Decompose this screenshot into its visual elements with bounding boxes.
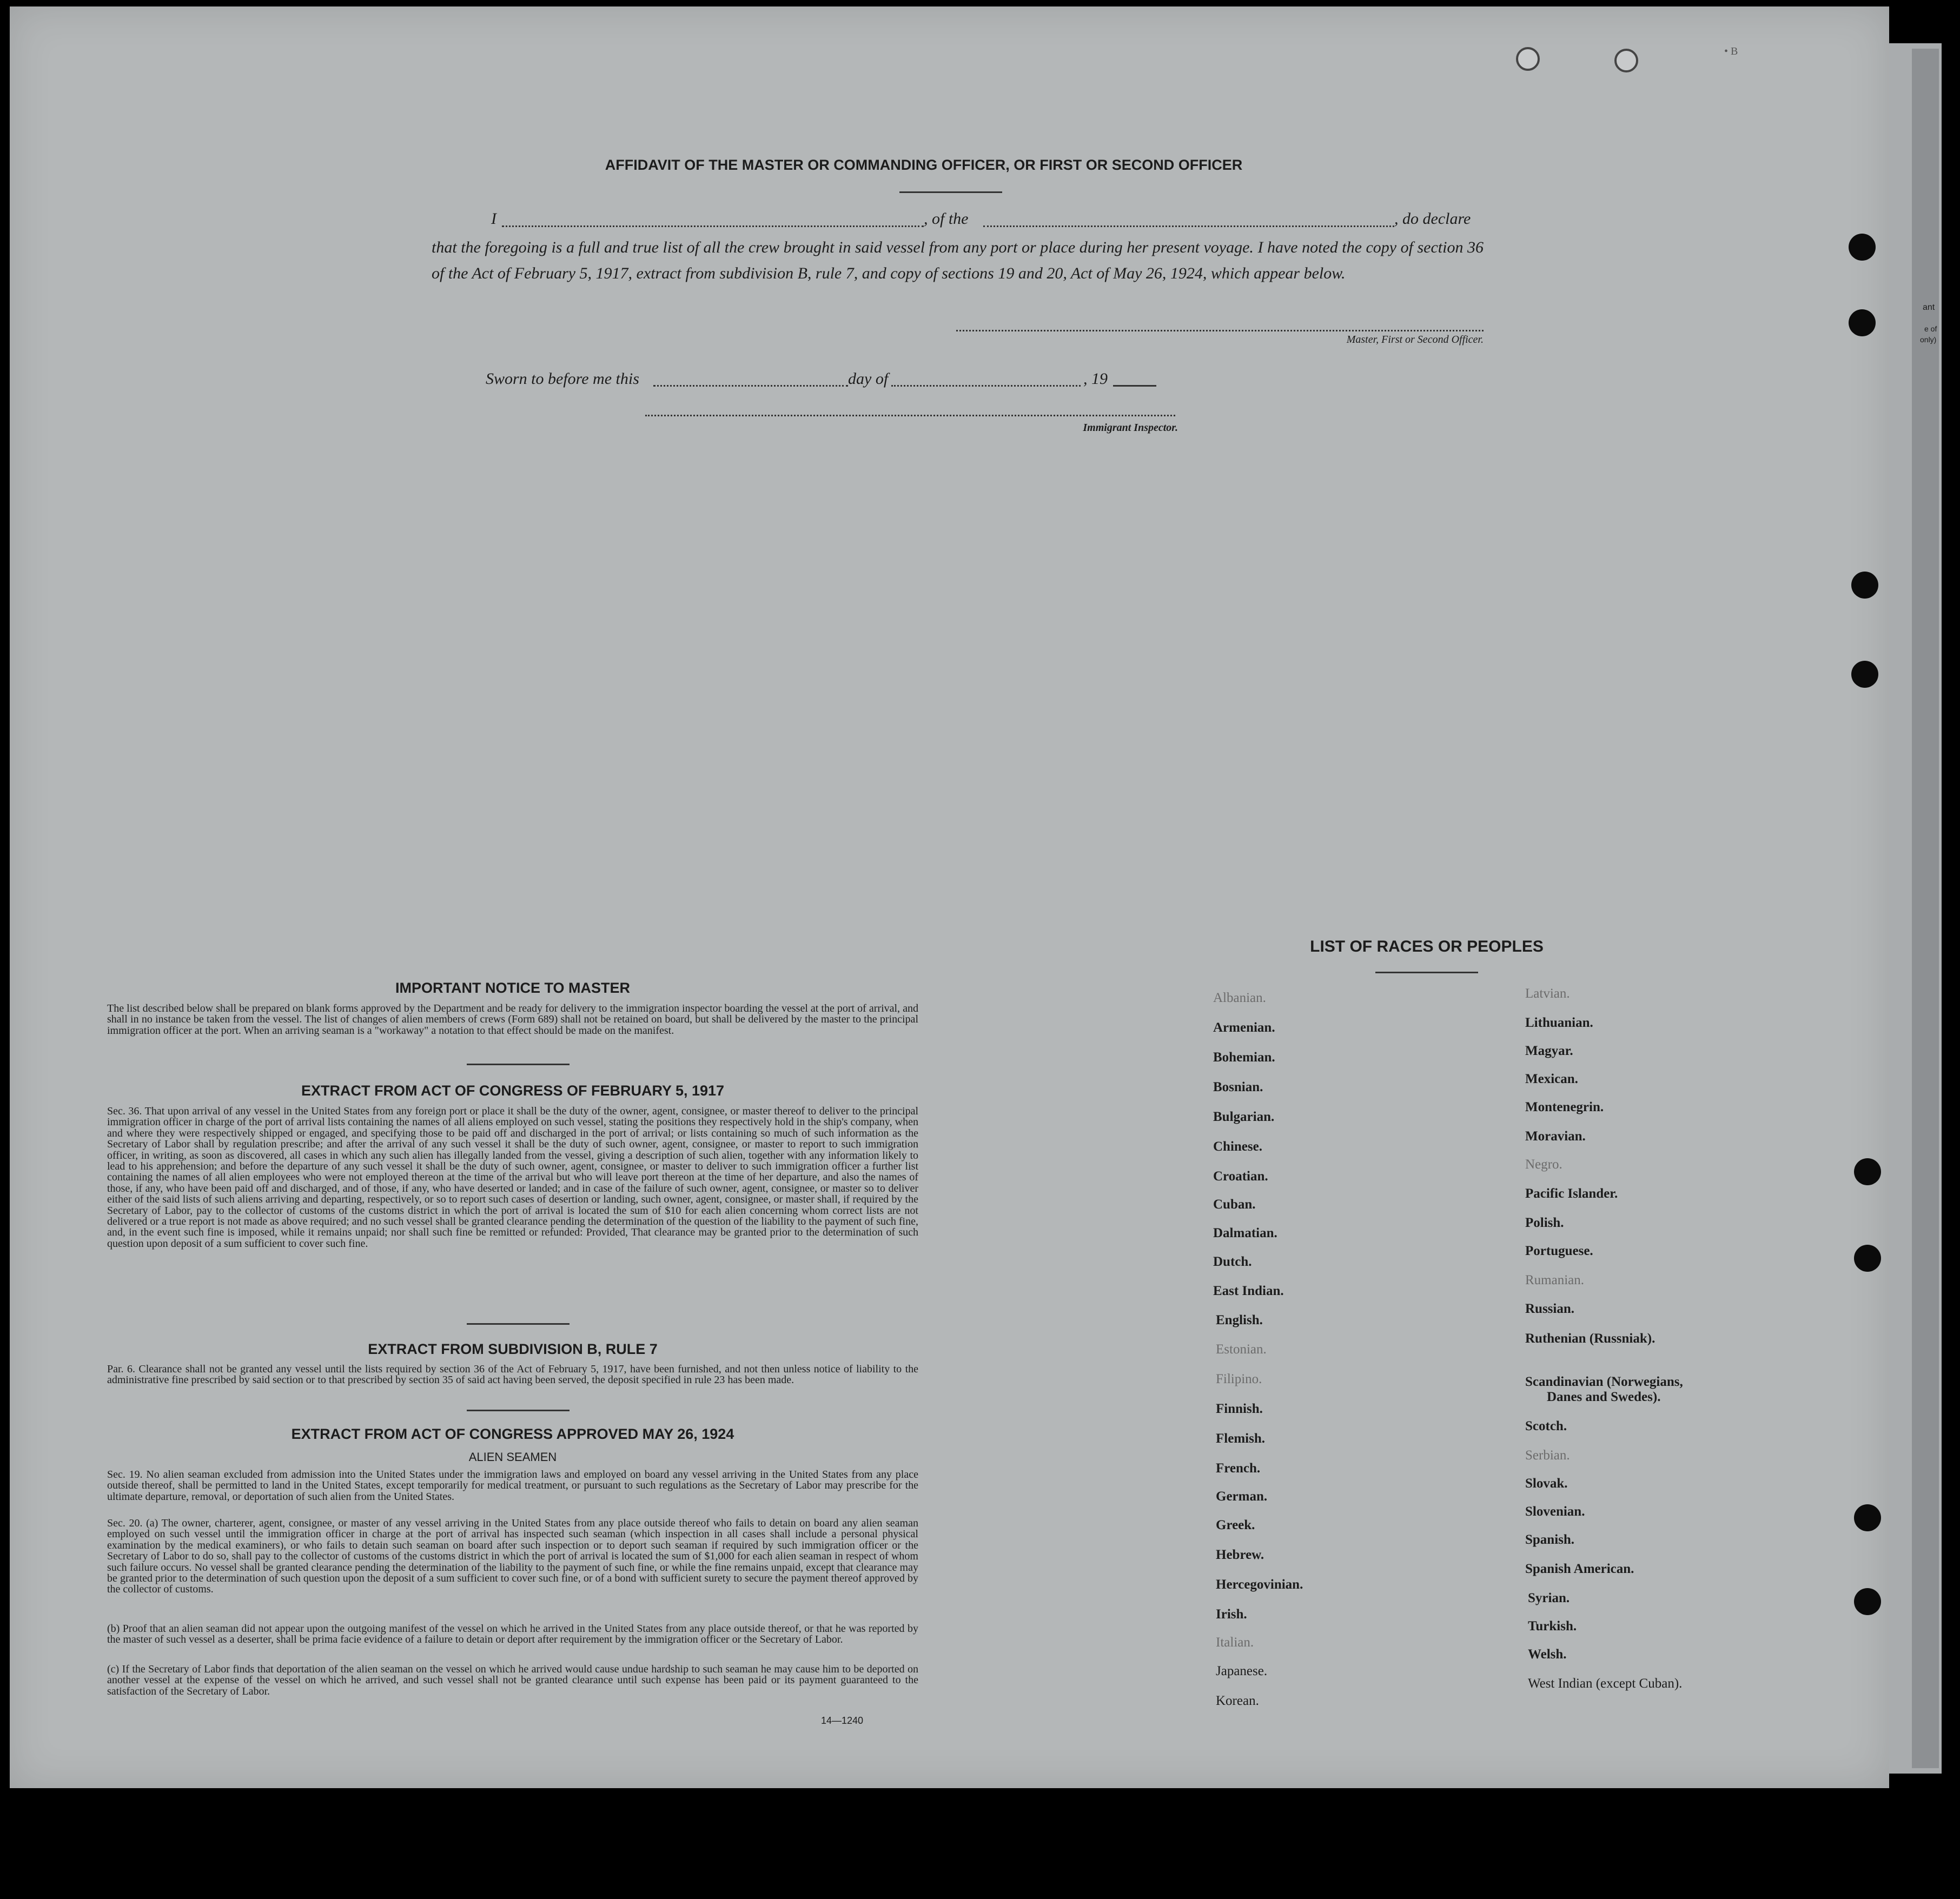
extract-1917-title: EXTRACT FROM ACT OF CONGRESS OF FEBRUARY 5, 1917: [301, 1083, 725, 1099]
sheet-fragment-only: only): [1920, 335, 1937, 344]
section-divider: [467, 1410, 570, 1411]
race-item: Ruthenian (Russniak).: [1525, 1331, 1656, 1346]
binder-hole: [1614, 49, 1638, 72]
of-the-label: , of the: [924, 210, 969, 228]
race-item: Flemish.: [1216, 1431, 1265, 1446]
extract-rule7-title: EXTRACT FROM SUBDIVISION B, RULE 7: [368, 1341, 658, 1357]
race-item: Danes and Swedes).: [1547, 1390, 1661, 1404]
race-item: Filipino.: [1216, 1372, 1262, 1386]
race-item: Magyar.: [1525, 1044, 1573, 1058]
name-field-line[interactable]: [502, 225, 924, 227]
sheet-fragment-se-of: e of: [1924, 324, 1937, 333]
title-divider: [899, 191, 1002, 193]
race-item: Korean.: [1216, 1694, 1259, 1708]
extract-1924-title: EXTRACT FROM ACT OF CONGRESS APPROVED MAY 26, 1924: [291, 1426, 734, 1442]
race-item: Mexican.: [1525, 1072, 1578, 1086]
race-item: French.: [1216, 1461, 1261, 1476]
vessel-field-line[interactable]: [983, 225, 1394, 227]
race-item: Japanese.: [1216, 1664, 1268, 1678]
race-item: East Indian.: [1213, 1284, 1284, 1298]
inspector-signature-line[interactable]: [645, 415, 1175, 416]
race-item: Slovenian.: [1525, 1504, 1585, 1519]
race-item: Slovak.: [1525, 1476, 1568, 1491]
affidavit-body: that the foregoing is a full and true list of all the crew brought in said vessel from any port or place during her present voyage. I have noted the copy of section 36 of the Act of February 5, 1917, extract from subdivision B, rule 7, and copy of sections 19 and 20, Act of May 26, 1924, which appear below.: [432, 238, 1484, 282]
signature-caption: Master, First or Second Officer.: [1346, 334, 1484, 346]
document-page: [10, 6, 1889, 1788]
day-of-label: day of: [848, 370, 889, 388]
race-item: Spanish American.: [1525, 1562, 1634, 1576]
binder-hole: [1854, 1504, 1881, 1531]
race-item: Scandinavian (Norwegians,: [1525, 1375, 1683, 1389]
race-item: Armenian.: [1213, 1020, 1275, 1035]
race-item: Welsh.: [1528, 1647, 1567, 1662]
signature-line[interactable]: [956, 330, 1484, 331]
extract-1924-subtitle: ALIEN SEAMEN: [468, 1450, 557, 1464]
race-item: Bulgarian.: [1213, 1110, 1275, 1124]
race-item: Irish.: [1216, 1607, 1247, 1622]
race-item: Serbian.: [1525, 1448, 1570, 1463]
extract-1924-sec20b: (b) Proof that an alien seaman did not appear upon the outgoing manifest of the vessel on which he arrived in the United States from any place outside thereof, or that he was reported by the master of such vessel as a deserter, shall be prima facie evidence of a failure to detain or deport after requirement by the immigration officer or the Secretary of Labor.: [107, 1623, 918, 1646]
binder-hole: [1854, 1588, 1881, 1615]
race-item: Moravian.: [1525, 1129, 1586, 1144]
binder-hole: [1851, 572, 1878, 599]
race-item: Chinese.: [1213, 1139, 1262, 1154]
race-item: Russian.: [1525, 1302, 1575, 1316]
form-number: 14—1240: [821, 1715, 864, 1726]
extract-1924-sec20c: (c) If the Secretary of Labor finds that deportation of the alien seaman on the vessel on which he arrived would cause undue hardship to such seaman he may cause him to be deported on another vessel at the expense of the vessel on which he arrived, and such vessel shall not be granted clearance until such expense has been paid or its payment guaranteed to the satisfaction of the Secretary of Labor.: [107, 1663, 918, 1697]
binder-hole: [1851, 661, 1878, 688]
section-divider: [467, 1323, 570, 1325]
do-declare-label: , do declare: [1394, 210, 1471, 228]
month-field-line[interactable]: [891, 385, 1081, 387]
notice-title: IMPORTANT NOTICE TO MASTER: [395, 980, 630, 996]
race-item: English.: [1216, 1313, 1263, 1327]
notice-body: The list described below shall be prepared on blank forms approved by the Department and be ready for delivery to the immigration inspector boarding the vessel at the port of arrival, and shall in no instance be taken from the vessel. The list of changes of alien members of crews (Form 689) shall not be retained on board, but shall be delivered by the master to the principal immigration officer at the port. When an arriving seaman is a "workaway" a notation to that effect should be made on the manifest.: [107, 1002, 918, 1037]
binder-hole: [1849, 309, 1876, 336]
race-item: Hebrew.: [1216, 1548, 1264, 1562]
race-item: Italian.: [1216, 1635, 1254, 1650]
affidavit-title: AFFIDAVIT OF THE MASTER OR COMMANDING OFFICER, OR FIRST OR SECOND OFFICER: [605, 157, 1243, 173]
races-title: LIST OF RACES OR PEOPLES: [1310, 938, 1544, 955]
race-item: Spanish.: [1525, 1532, 1575, 1547]
extract-1924-sec19: Sec. 19. No alien seaman excluded from admission into the United States under the immigration laws and employed on board any vessel arriving in the United States from any place outside thereof, shall be permitted to land in the United States, except temporarily for medical treatment, or pursuant to such regulations as the Secretary of Labor may prescribe for the ultimate departure, removal, or deportation of such alien from the United States.: [107, 1469, 918, 1503]
sheet-fragment-ant: ant: [1923, 303, 1935, 312]
race-item: Rumanian.: [1525, 1273, 1585, 1287]
race-item: Cuban.: [1213, 1197, 1256, 1212]
race-item: Dalmatian.: [1213, 1226, 1277, 1240]
extract-1917-body: Sec. 36. That upon arrival of any vessel in the United States from any foreign port or place it shall be the duty of the owner, agent, consignee, or master thereof to deliver to the principal immigration officer in charge of the port of arrival lists containing the names of all aliens employed on such vessel, stating the positions they respectively hold in the ship's company, when and where they were respectively shipped or engaged, and specifying those to be paid off and discharged in the port of arrival; or lists containing so much of such information as the Secretary of Labor shall by regulation prescribe; and after the arrival of any such vessel it shall be the duty of such owner, agent, consignee, or master to report to such immigration officer, in writing, as soon as discovered, all cases in which any such alien has illegally landed from the vessel, giving a description of such alien, together with any information likely to lead to his apprehension; and before the departure of any such vessel it shall be the duty of such owner, agent, consignee, or master to deliver to such immigration officer a further list containing the names of all alien employees who were not employed thereon at the time of the arrival but who will leave port thereon at the time of her departure, and also the names of those, if any, who have been paid off and discharged, and of those, if any, who have deserted or landed; and in case of the failure of such owner, agent, consignee, or master so to deliver either of the said lists of such aliens arriving and departing, respectively, or so to report such cases of desertion or landing, such owner, agent, consignee, or master shall, if required by the Secretary of Labor, pay to the collector of customs of the customs district in which the port of arrival is located the sum of $10 for each alien concerning whom correct lists are not delivered or a true report is not made as above required; and no such vessel shall be granted clearance pending the determination of the question of the liability to the payment of such fine, and, in the event such fine is imposed, while it remains unpaid; nor shall such fine be remitted or refunded: Provided, That clearance may be granted prior to the determination of such question upon deposit of a sum sufficient to cover such fine.: [107, 1105, 918, 1250]
extract-rule7-body: Par. 6. Clearance shall not be granted any vessel until the lists required by section 36 of the Act of February 5, 1917, have been furnished, and not then unless notice of liability to the administrative fine prescribed by said section or to that prescribed by section 35 of said act having been served, the deposit specified in rule 23 has been made.: [107, 1363, 918, 1386]
binder-hole: [1516, 47, 1540, 71]
race-item: Polish.: [1525, 1216, 1564, 1230]
race-item: West Indian (except Cuban).: [1528, 1676, 1683, 1691]
race-item: Syrian.: [1528, 1591, 1570, 1605]
binder-hole: [1854, 1158, 1881, 1185]
race-item: Montenegrin.: [1525, 1100, 1604, 1114]
sworn-label: Sworn to before me this: [486, 370, 639, 388]
year-field-line[interactable]: [1113, 385, 1156, 387]
race-item: Estonian.: [1216, 1342, 1267, 1357]
race-item: Greek.: [1216, 1518, 1255, 1532]
race-item: Latvian.: [1525, 986, 1570, 1001]
race-item: German.: [1216, 1489, 1268, 1504]
section-divider: [467, 1064, 570, 1065]
race-item: Croatian.: [1213, 1169, 1268, 1184]
race-item: Bohemian.: [1213, 1050, 1275, 1065]
race-item: Finnish.: [1216, 1402, 1263, 1416]
race-item: Turkish.: [1528, 1619, 1577, 1634]
binder-hole: [1854, 1245, 1881, 1272]
inspector-caption: Immigrant Inspector.: [1083, 422, 1178, 434]
corner-mark: • B: [1724, 45, 1738, 57]
race-item: Hercegovinian.: [1216, 1577, 1303, 1592]
race-item: Portuguese.: [1525, 1244, 1593, 1258]
race-item: Negro.: [1525, 1157, 1562, 1172]
day-field-line[interactable]: [653, 385, 848, 387]
extract-1924-sec20a: Sec. 20. (a) The owner, charterer, agent, consignee, or master of any vessel arriving in the United States from any place outside thereof who fails to detain on board any alien seaman employed on such vessel until the immigration officer in charge at the port of arrival has inspected such seaman (which inspection in all cases shall include a personal physical examination by the medical examiners), or who fails to detain such seaman on board after such inspection or to deport such seaman if required by such immigration officer or the Secretary of Labor to do so, shall pay to the collector of customs of the customs district in which the port of arrival is located the sum of $1,000 for each alien seaman in respect of whom such failure occurs. No vessel shall be granted clearance pending the determination of the liability to the payment of such fine, or while the fine remains unpaid, except that clearance may be granted prior to the determination of such question upon the deposit of a sum sufficient to cover such fine, or of a bond with sufficient surety to secure the payment thereof approved by the collector of customs.: [107, 1517, 918, 1596]
race-item: Scotch.: [1525, 1419, 1567, 1433]
race-item: Bosnian.: [1213, 1080, 1263, 1094]
race-item: Pacific Islander.: [1525, 1186, 1618, 1201]
binder-hole: [1849, 234, 1876, 261]
affidavit-i-label: I: [491, 210, 496, 228]
race-item: Dutch.: [1213, 1254, 1252, 1269]
race-item: Lithuanian.: [1525, 1015, 1593, 1030]
races-divider: [1375, 972, 1478, 973]
race-item: Albanian.: [1213, 991, 1266, 1005]
year-label: , 19: [1083, 370, 1108, 388]
